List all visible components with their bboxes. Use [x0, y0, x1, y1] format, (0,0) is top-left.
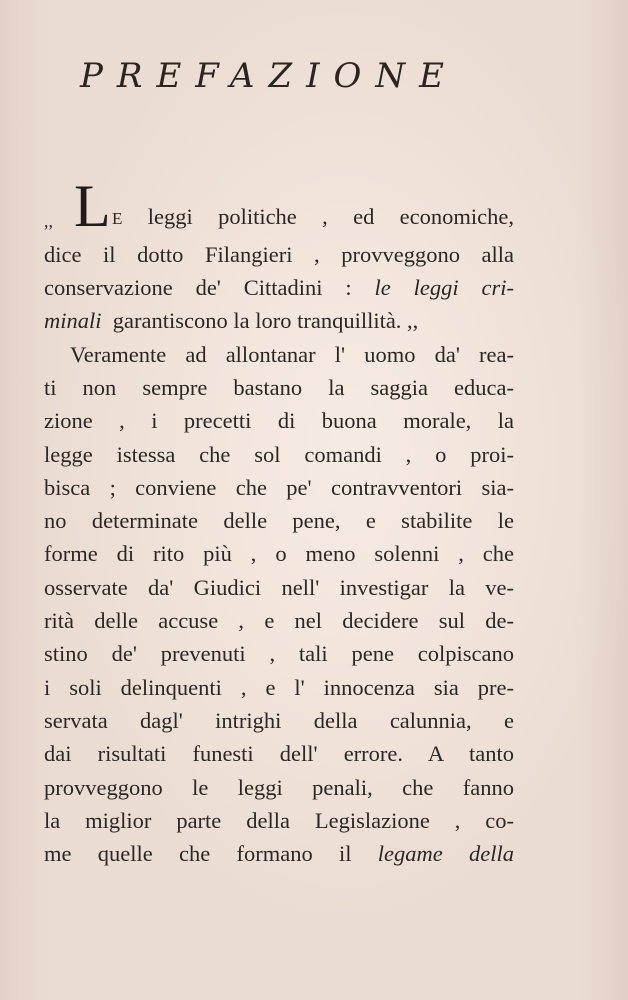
- text-line-2: dice il dotto Filangieri , provveggono alla: [44, 242, 514, 267]
- text-line-1-content: leggi politiche , ed economiche,: [147, 204, 514, 229]
- text-line-20: [44, 839, 514, 869]
- text-line-3: [44, 273, 514, 303]
- text-line-19: la miglior parte della Legislazione , co-: [44, 808, 514, 833]
- text-line-8: legge istessa che sol comandi , o proi-: [44, 442, 514, 467]
- opening-quote-mark: ,,: [44, 211, 53, 231]
- text-line-16: servata dagl' intrighi della calunnia, e: [44, 708, 514, 733]
- text-line-1-rest: [112, 202, 514, 232]
- text-line-3-roman: conservazione de' Cittadini :: [44, 275, 352, 300]
- text-line-4-roman: garantiscono la loro tranquillità. ,,: [112, 308, 419, 333]
- text-line-17: dai risultati funesti dell' errore. A tanto: [44, 741, 514, 766]
- text-line-3-italic: le leggi cri-: [374, 275, 514, 300]
- text-line-13: rità delle accuse , e nel decidere sul de-: [44, 608, 514, 633]
- text-line-10: no determinate delle pene, e stabilite le: [44, 508, 514, 533]
- text-line-9: bisca ; conviene che pe' contravventori sia-: [44, 475, 514, 500]
- text-line-4-italic: minali: [44, 308, 102, 333]
- text-line-20-roman: me quelle che formano il: [44, 841, 352, 866]
- text-line-4: [44, 306, 514, 336]
- text-line-5: Veramente ad allontanar l' uomo da' rea-: [70, 342, 514, 367]
- text-line-6: ti non sempre bastano la saggia educa-: [44, 375, 514, 400]
- text-line-20-italic: legame della: [377, 841, 515, 866]
- drop-cap-letter: L: [74, 173, 111, 239]
- text-line-7: zione , i precetti di buona morale, la: [44, 408, 514, 433]
- text-line-12: osservate da' Giudici nell' investigar la ve-: [44, 575, 514, 600]
- text-line-18: provveggono le leggi penali, che fanno: [44, 775, 514, 800]
- text-line-14: stino de' prevenuti , tali pene colpiscano: [44, 641, 514, 666]
- text-line-1: [44, 173, 514, 239]
- text-line-15: i soli delinquenti , e l' innocenza sia pre-: [44, 675, 514, 700]
- page-title: PREFAZIONE: [80, 56, 458, 96]
- drop-cap-continuation: E: [112, 209, 123, 228]
- text-line-11: forme di rito più , o meno solenni , che: [44, 541, 514, 566]
